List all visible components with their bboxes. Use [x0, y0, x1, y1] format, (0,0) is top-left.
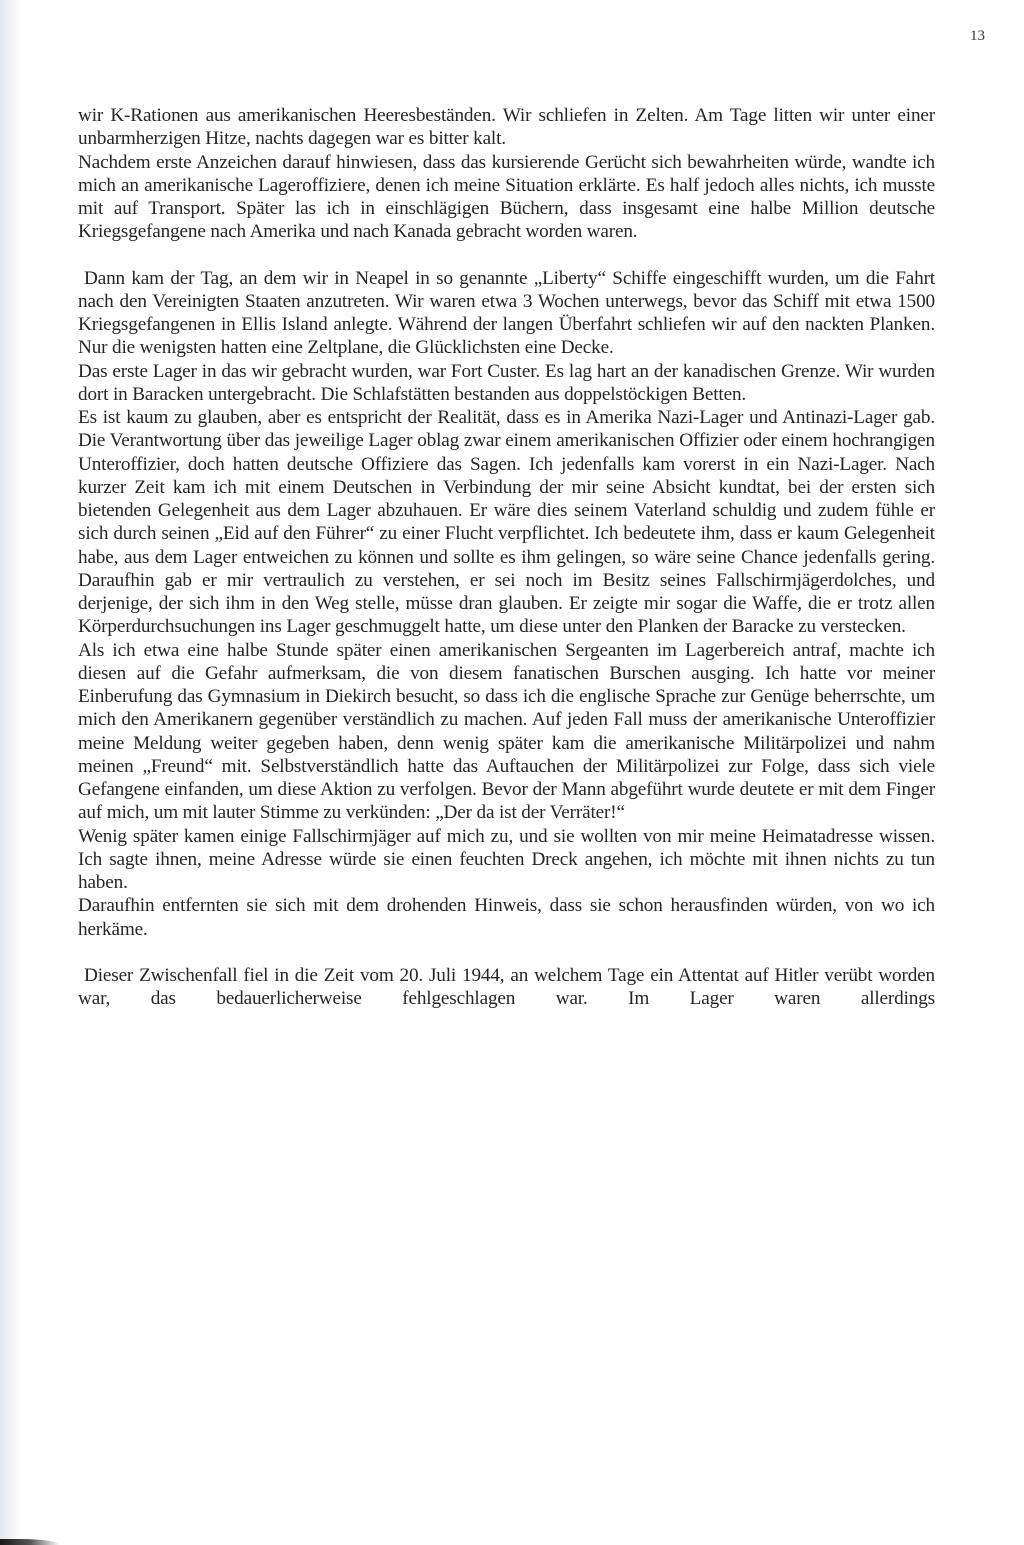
paragraph: Daraufhin entfernten sie sich mit dem drohenden Hinweis, dass sie schon herausfinden würden, von wo ich herkäme. [78, 895, 935, 940]
paragraph: Als ich etwa eine halbe Stunde später einen amerikanischen Sergeanten im Lagerbereich antraf, machte ich diesen auf die Gefahr aufmerksam, die von diesem fanatischen Burschen ausging. Ich hatte vor meiner Einberufung das Gymnasium in Diekirch besucht, so dass ich die englische Sprache zur Genüge beherrschte, um mich den Amerikanern gegenüber verständlich zu machen. Auf jeden Fall muss der amerikanische Unteroffizier meine Meldung weiter gegeben haben, denn wenig später kam die amerikanische Militärpolizei und nahm meinen „Freund“ mit. Selbstverständlich hatte das Auftauchen der Militärpolizei zur Folge, dass sich viele Gefangene einfanden, um diese Aktion zu verfolgen. Bevor der Mann abgeführt wurde deutete er mit dem Finger auf mich, um mit lauter Stimme zu verkünden: „Der da ist der Verräter!“ [78, 639, 935, 824]
paragraph: Das erste Lager in das wir gebracht wurden, war Fort Custer. Es lag hart an der kanadischen Grenze. Wir wurden dort in Baracken untergebracht. Die Schlafstätten bestanden aus doppelstöckigen Betten. [78, 360, 935, 405]
paragraph-continued: Dieser Zwischenfall fiel in die Zeit vom 20. Juli 1944, an welchem Tage ein Attentat auf Hitler verübt worden war, das bedauerlicherweise fehlgeschlagen war. Im Lager waren allerdings [78, 964, 935, 1009]
page-edge-shadow [0, 0, 22, 1545]
paragraph: Nachdem erste Anzeichen darauf hinwiesen, dass das kursierende Gerücht sich bewahrheiten würde, wandte ich mich an amerikanische Lageroffiziere, denen ich meine Situation erklärte. Es half jedoch alles nichts, ich musste mit auf Transport. Später las ich in einschlägigen Büchern, dass insgesamt eine halbe Million deutsche Kriegsgefangene nach Amerika und nach Kanada gebracht worden waren. [78, 151, 935, 243]
page-number: 13 [970, 28, 985, 44]
page-corner-shadow [0, 1539, 60, 1545]
paragraph: Dann kam der Tag, an dem wir in Neapel in so genannte „Liberty“ Schiffe eingeschifft wurden, um die Fahrt nach den Vereinigten Staaten anzutreten. Wir waren etwa 3 Wochen unterwegs, bevor das Schiff mit etwa 1500 Kriegsgefangenen in Ellis Island anlegte. Während der langen Überfahrt schliefen wir auf den nackten Planken. Nur die wenigsten hatten eine Zeltplane, die Glücklichsten eine Decke. [78, 267, 935, 359]
page-body [78, 104, 935, 1010]
paragraph: wir K-Rationen aus amerikanischen Heeresbeständen. Wir schliefen in Zelten. Am Tage litten wir unter einer unbarmherzigen Hitze, nachts dagegen war es bitter kalt. [78, 105, 935, 150]
paragraph: Es ist kaum zu glauben, aber es entspricht der Realität, dass es in Amerika Nazi-Lager und Antinazi-Lager gab. Die Verantwortung über das jeweilige Lager oblag zwar einem amerikanischen Offizier oder einem hochrangigen Unteroffizier, doch hatten deutsche Offiziere das Sagen. Ich jedenfalls kam vorerst in ein Nazi-Lager. Nach kurzer Zeit kam ich mit einem Deutschen in Verbindung der mir seine Absicht kundtat, bei der ersten sich bietenden Gelegenheit aus dem Lager abzuhauen. Er wäre dies seinem Vaterland schuldig und zudem fühle er sich durch seinen „Eid auf den Führer“ zu einer Flucht verpflichtet. Ich bedeutete ihm, dass er kaum Gelegenheit habe, aus dem Lager entweichen zu können und sollte es ihm gelingen, so wäre seine Chance jedenfalls gering. Daraufhin gab er mir vertraulich zu verstehen, er sei noch im Besitz seines Fallschirmjägerdolches, und derjenige, der sich ihm in den Weg stelle, müsse dran glauben. Er zeigte mir sogar die Waffe, die er trotz allen Körperdurchsuchungen ins Lager geschmuggelt hatte, um diese unter den Planken der Baracke zu verstecken. [78, 407, 935, 638]
paragraph: Wenig später kamen einige Fallschirmjäger auf mich zu, und sie wollten von mir meine Heimatadresse wissen. Ich sagte ihnen, meine Adresse würde sie einen feuchten Dreck angehen, ich möchte mit ihnen nichts zu tun haben. [78, 825, 935, 893]
